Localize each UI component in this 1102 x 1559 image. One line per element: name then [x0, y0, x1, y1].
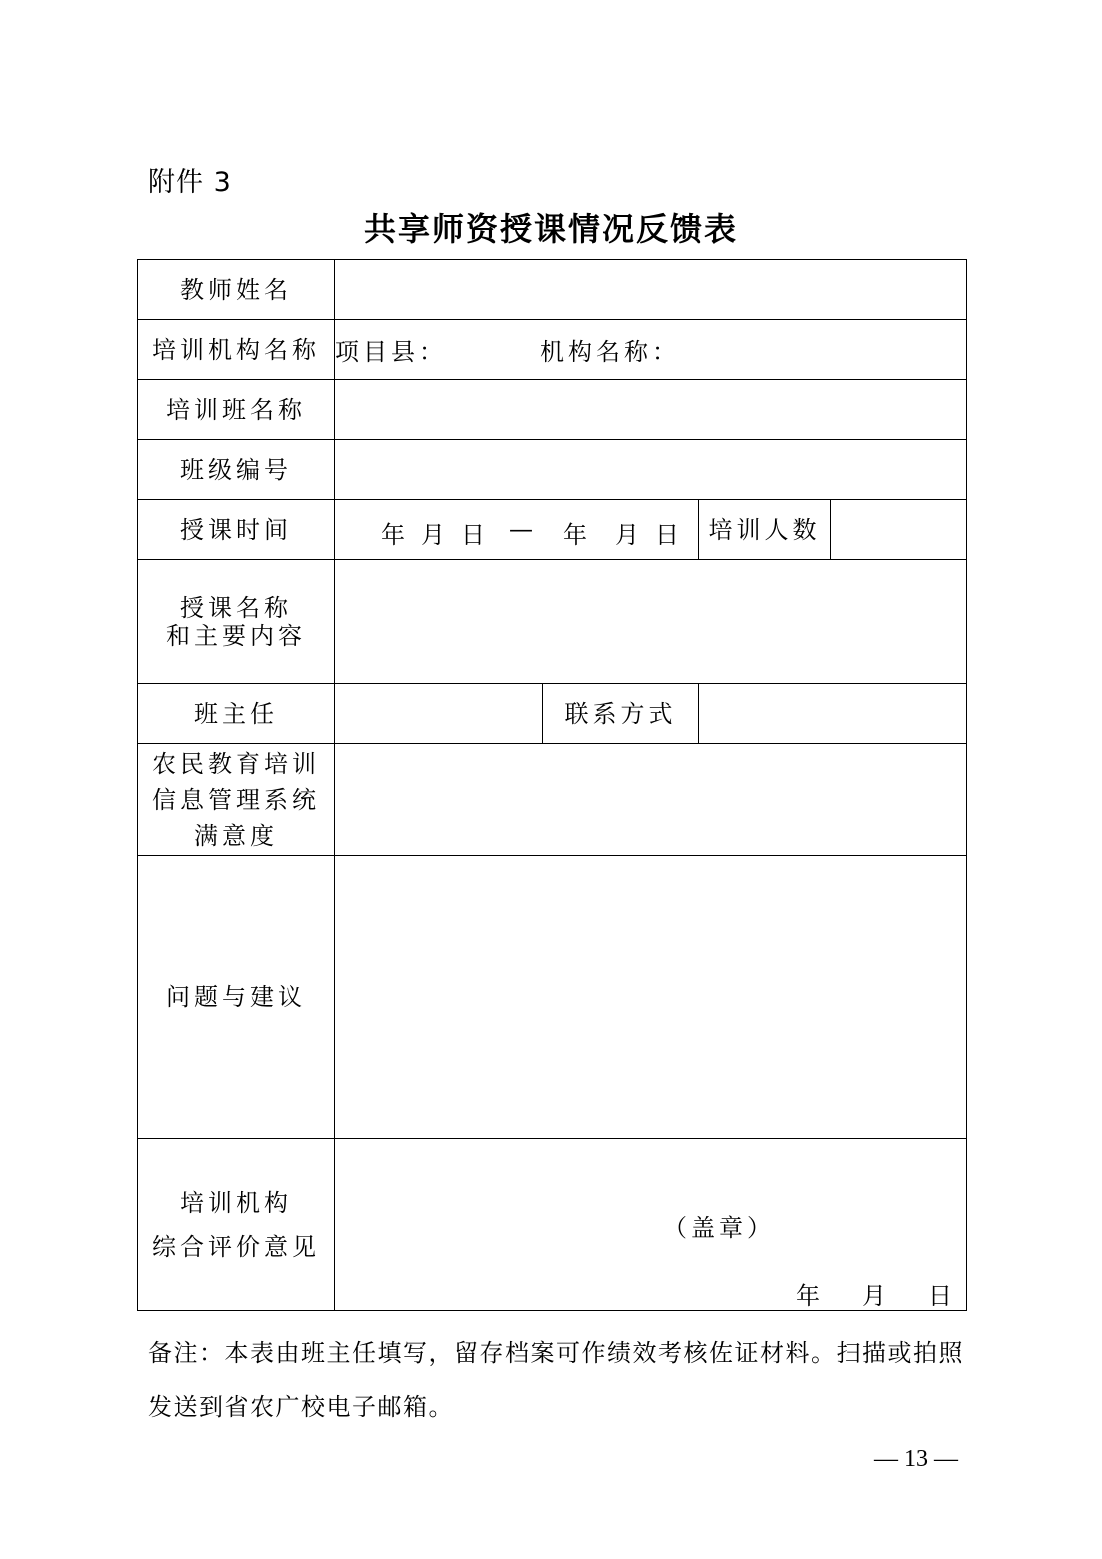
class-name-field[interactable] — [335, 380, 967, 440]
suggestions-field[interactable] — [335, 856, 967, 1139]
row-satisfaction — [138, 744, 967, 856]
org-name-label: 培训机构名称 — [138, 320, 335, 380]
satisfaction-label-line3: 满意度 — [194, 821, 278, 850]
class-number-field[interactable] — [335, 440, 967, 500]
evaluation-label — [138, 1139, 335, 1311]
evaluation-label-line2: 综合评价意见 — [152, 1232, 320, 1261]
county-label: 项目县： — [335, 338, 447, 366]
end-year-label: 年 — [563, 520, 591, 549]
contact-label: 联系方式 — [543, 684, 699, 744]
sign-day-label: 日 — [928, 1281, 956, 1310]
course-label-line2: 和主要内容 — [166, 621, 306, 650]
row-teacher-name — [138, 260, 967, 320]
satisfaction-label — [138, 744, 335, 856]
row-course — [138, 560, 967, 684]
sign-year-label: 年 — [796, 1281, 824, 1310]
date-range-dash: — — [509, 514, 537, 543]
course-label — [138, 560, 335, 684]
org-name-field[interactable] — [335, 320, 967, 380]
evaluation-field[interactable] — [335, 1139, 967, 1311]
start-day-label: 日 — [461, 520, 489, 549]
teacher-name-field[interactable] — [335, 260, 967, 320]
feedback-form-table — [137, 259, 967, 1311]
end-day-label: 日 — [655, 520, 683, 549]
row-org-name — [138, 320, 967, 380]
satisfaction-label-line2: 信息管理系统 — [152, 785, 320, 814]
class-name-label: 培训班名称 — [138, 380, 335, 440]
page-number: — 13 — — [874, 1446, 958, 1472]
contact-field[interactable] — [699, 684, 967, 744]
institution-label: 机构名称： — [540, 338, 680, 366]
end-month-label: 月 — [615, 520, 643, 549]
row-class-name — [138, 380, 967, 440]
seal-area — [335, 1140, 966, 1310]
start-month-label: 月 — [421, 520, 449, 549]
remark-note: 备注：本表由班主任填写，留存档案可作绩效考核佐证材料。扫描或拍照发送到省农广校电子邮箱。 — [148, 1339, 964, 1421]
attachment-label: 附件 3 — [148, 167, 232, 198]
teaching-date-range-field[interactable] — [335, 500, 699, 560]
row-teaching-time — [138, 500, 967, 560]
trainee-count-label: 培训人数 — [699, 500, 831, 560]
teaching-time-label: 授课时间 — [138, 500, 335, 560]
form-title: 共享师资授课情况反馈表 — [363, 210, 738, 248]
class-number-label: 班级编号 — [138, 440, 335, 500]
row-head-teacher — [138, 684, 967, 744]
sign-month-label: 月 — [862, 1281, 890, 1310]
course-label-line1: 授课名称 — [180, 593, 292, 622]
row-class-number — [138, 440, 967, 500]
start-year-label: 年 — [381, 520, 409, 549]
course-content-field[interactable] — [335, 560, 967, 684]
row-evaluation — [138, 1139, 967, 1311]
satisfaction-field[interactable] — [335, 744, 967, 856]
suggestions-label: 问题与建议 — [138, 856, 335, 1139]
head-teacher-field[interactable] — [335, 684, 543, 744]
evaluation-label-line1: 培训机构 — [180, 1188, 292, 1217]
trainee-count-field[interactable] — [831, 500, 967, 560]
head-teacher-label: 班主任 — [138, 684, 335, 744]
row-suggestions — [138, 856, 967, 1139]
seal-text: （盖章） — [663, 1213, 775, 1242]
satisfaction-label-line1: 农民教育培训 — [152, 749, 320, 778]
teacher-name-label: 教师姓名 — [138, 260, 335, 320]
